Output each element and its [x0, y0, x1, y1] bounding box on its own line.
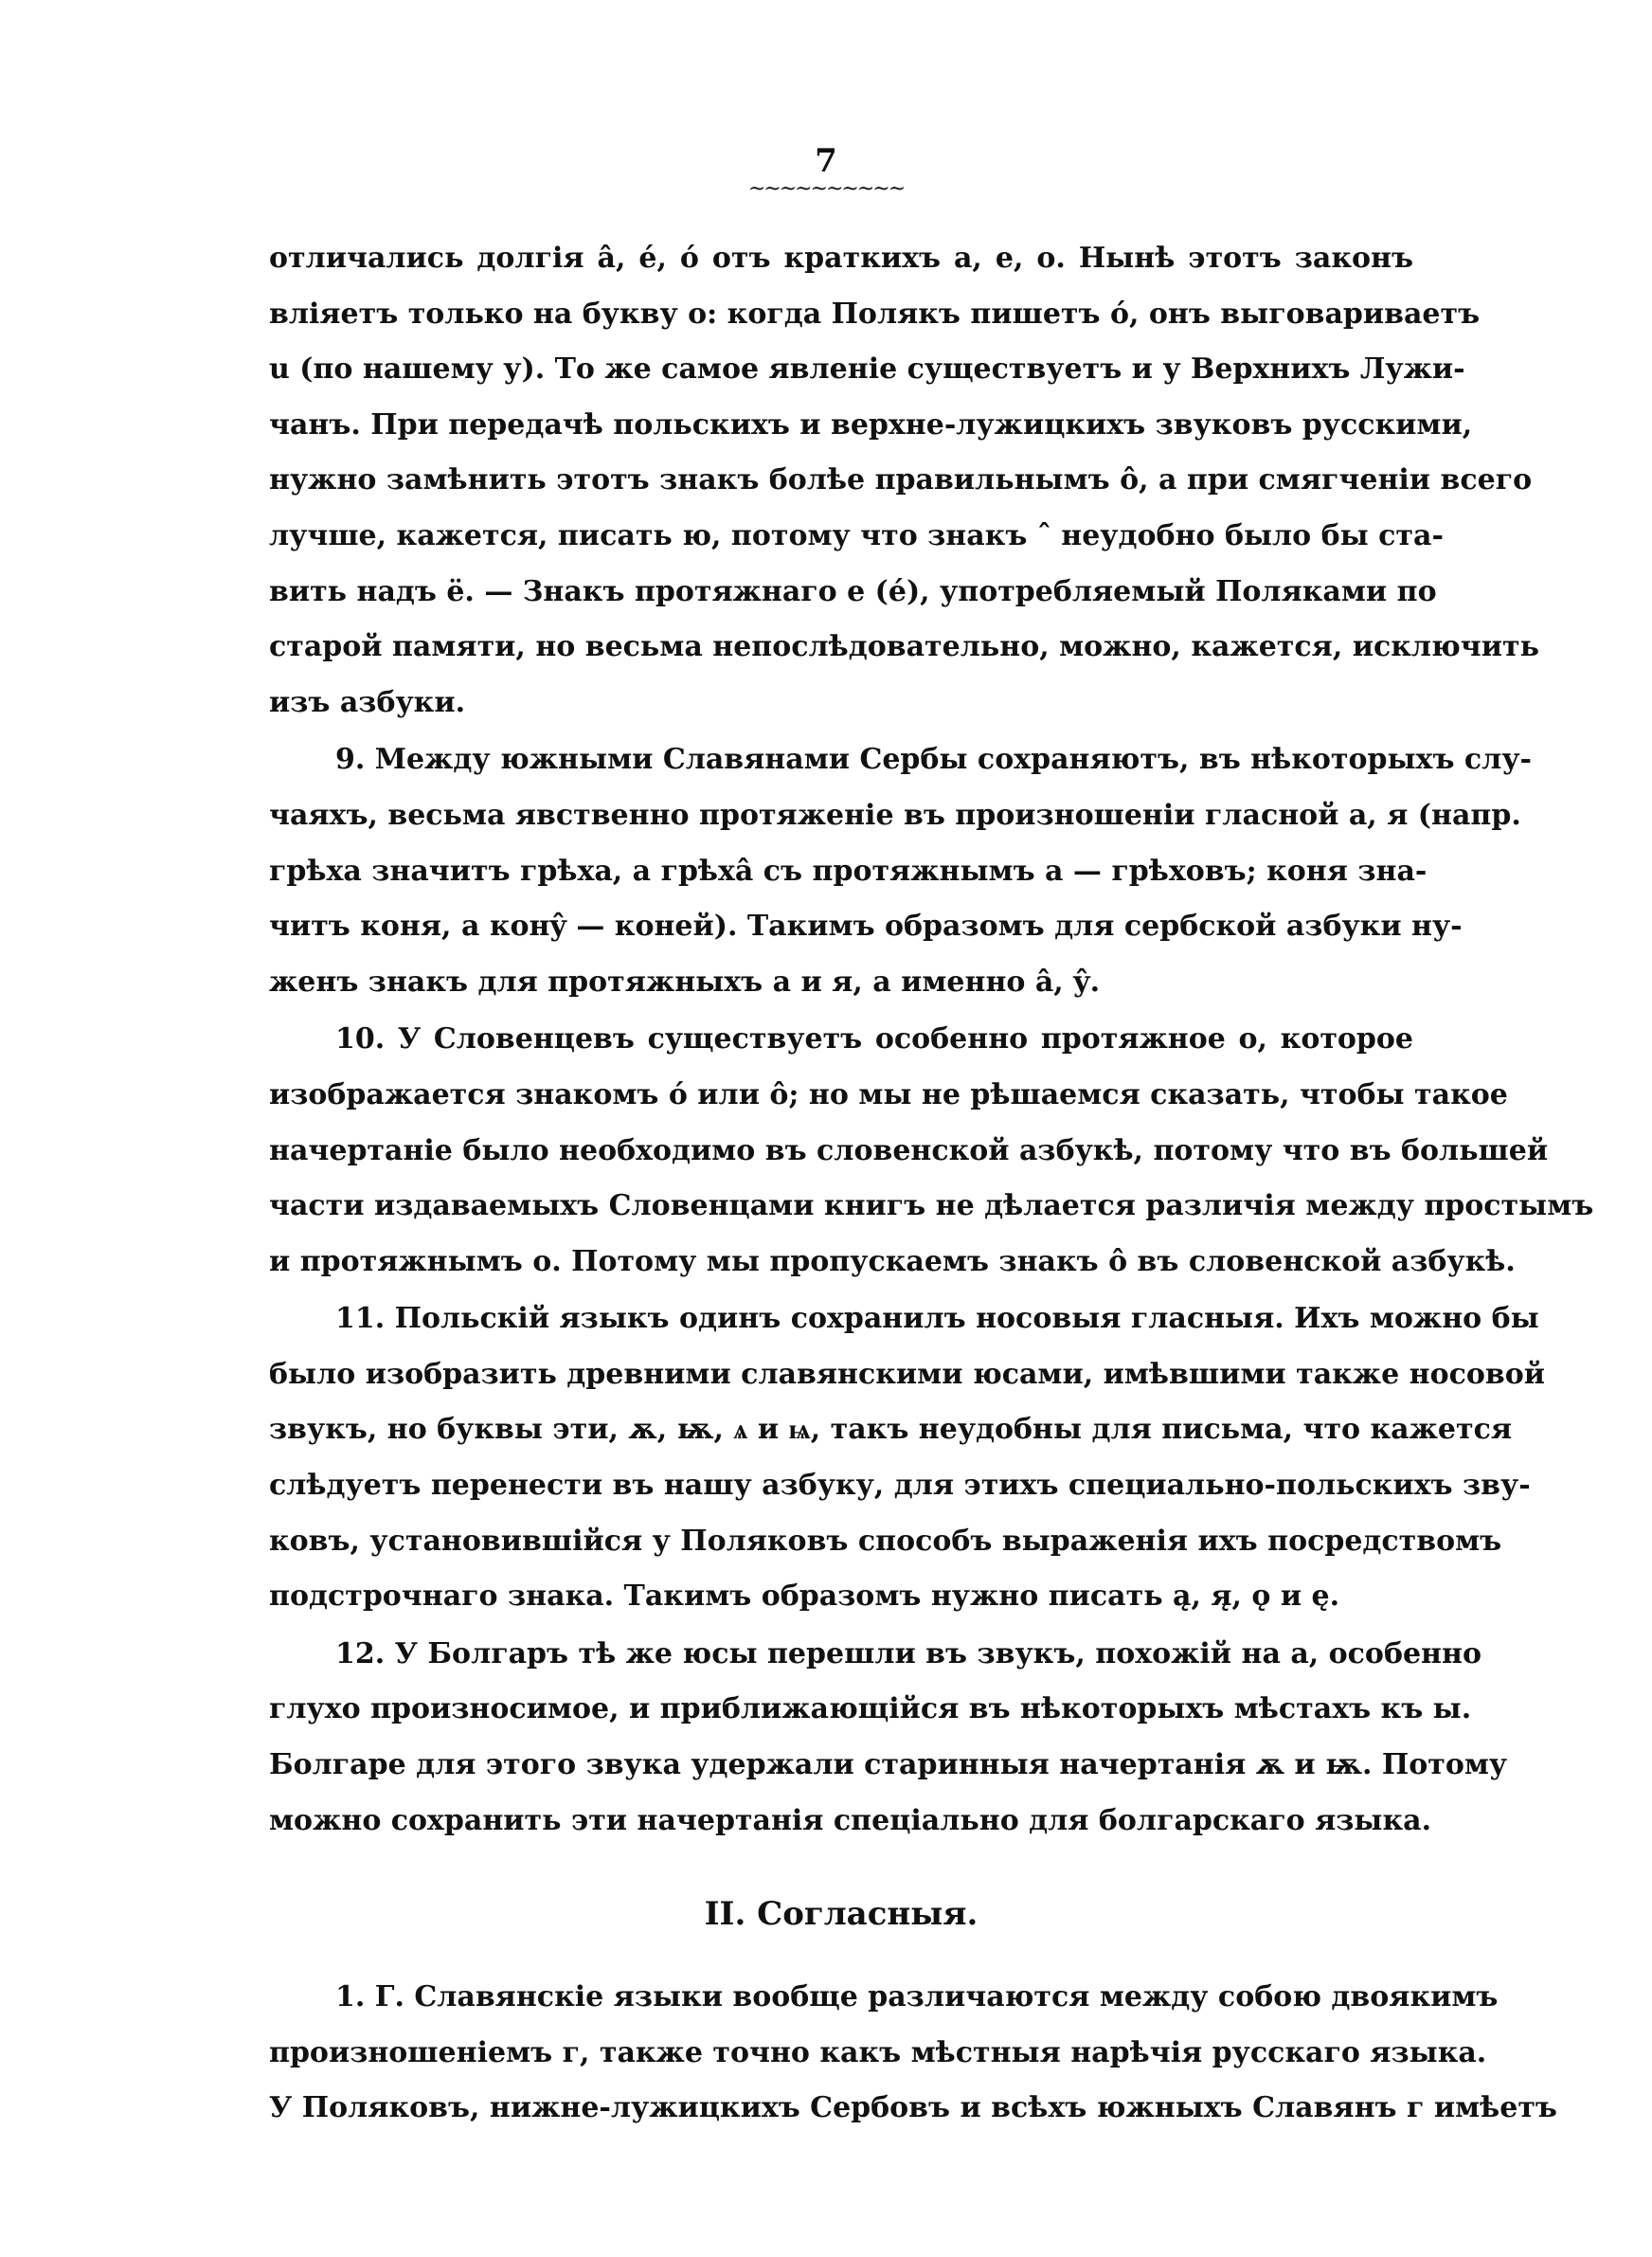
text-line: части издаваемыхъ Словенцами книгъ не дѣлается различія между простымъ — [269, 1189, 1594, 1223]
page-number: 7 — [815, 142, 837, 180]
text-line: старой памяти, но весьма непослѣдовательно, можно, кажется, исключить — [269, 630, 1539, 664]
header-ornament: ~~~~~~~~~~ — [747, 177, 905, 201]
text-line: ковъ, установившійся у Поляковъ способъ выраженія ихъ посредствомъ — [269, 1524, 1502, 1558]
text-line: грѣха значитъ грѣха, а грѣхâ съ протяжнымъ а — грѣховъ; коня зна- — [269, 854, 1428, 888]
text-line: чаяхъ, весьма явственно протяженіе въ произношеніи гласной а, я (напр. — [269, 798, 1521, 832]
paragraph-11-polish — [269, 1291, 1545, 1625]
text-line: изображается знакомъ ó или ô; но мы не рѣшаемся сказать, чтобы такое — [269, 1077, 1508, 1111]
paragraph-vowel-length — [269, 231, 1539, 731]
text-line: было изобразить древними славянскими юсами, имѣвшими также носовой — [269, 1357, 1545, 1391]
paragraph-10-slovenes — [269, 1012, 1594, 1290]
text-line: Болгаре для этого звука удержали старинныя начертанія ѫ и ѭ. Потому — [269, 1748, 1508, 1782]
text-line: У Поляковъ, нижне-лужицкихъ Сербовъ и всѣхъ южныхъ Славянъ г имѣетъ — [269, 2091, 1557, 2125]
text-line: подстрочнаго знака. Такимъ образомъ нужно писать ą, я̨, ǫ и ę. — [269, 1580, 1340, 1614]
text-line: женъ знакъ для протяжныхъ а и я, а именно â, ŷ. — [269, 965, 1101, 999]
paragraph-9-serbs — [269, 732, 1532, 1010]
text-line: u (по нашему у). То же самое явленіе существуетъ и у Верхнихъ Лужи- — [269, 352, 1465, 387]
text-line: произношеніемъ г, также точно какъ мѣстныя нарѣчія русскаго языка. — [269, 2035, 1487, 2069]
text-line: отличались долгія â, é, ó отъ краткихъ а, е, о. Нынѣ этотъ законъ — [269, 242, 1413, 275]
text-line: 9. Между южными Славянами Сербы сохраняютъ, въ нѣкоторыхъ слу- — [335, 743, 1532, 777]
body-text — [269, 231, 1594, 2137]
text-line: нужно замѣнить этотъ знакъ болѣе правильнымъ ô, а при смягченіи всего — [269, 463, 1533, 497]
text-line: чанъ. При передачѣ польскихъ и верхне-лужицкихъ звуковъ русскими, — [269, 407, 1473, 442]
section-heading: II. Согласныя. — [704, 1895, 979, 1934]
text-line: звукъ, но буквы эти, ѫ, ѭ, ѧ и ѩ, такъ неудобны для письма, что кажется — [269, 1413, 1513, 1447]
text-line: и протяжнымъ о. Потому мы пропускаемъ знакъ ô въ словенской азбукѣ. — [269, 1244, 1516, 1278]
text-line: изъ азбуки. — [269, 685, 466, 719]
text-line: 10. У Словенцевъ существуетъ особенно протяжное о, которое — [335, 1022, 1413, 1056]
paragraph-12-bulgarians — [269, 1627, 1508, 1849]
text-line: глухо произносимое, и приближающійся въ нѣкоторыхъ мѣстахъ къ ы. — [269, 1692, 1472, 1726]
text-line: начертаніе было необходимо въ словенской азбукѣ, потому что въ большей — [269, 1133, 1549, 1167]
text-line: вить надъ ё. — Знакъ протяжнаго е (é), употребляемый Поляками по — [269, 574, 1437, 608]
text-line: слѣдуетъ перенести въ нашу азбуку, для этихъ специально-польскихъ зву- — [269, 1469, 1531, 1503]
text-line: 11. Польскій языкъ одинъ сохранилъ носовыя гласныя. Ихъ можно бы — [335, 1302, 1539, 1336]
text-line: лучше, кажется, писать ю, потому что знакъ ˆ неудобно было бы ста- — [269, 518, 1444, 552]
text-line: читъ коня, а конŷ — коней). Такимъ образомъ для сербской азбуки ну- — [269, 910, 1463, 944]
text-line: 1. Г. Славянскіе языки вообще различаются между собою двоякимъ — [335, 1980, 1499, 2014]
text-line: вліяетъ только на букву о: когда Полякъ пишетъ ó, онъ выговариваетъ — [269, 297, 1481, 331]
paragraph-consonant-g — [269, 1970, 1557, 2137]
text-line: 12. У Болгаръ тѣ же юсы перешли въ звукъ, похожій на а, особенно — [335, 1636, 1481, 1670]
text-line: можно сохранить эти начертанія спеціально для болгарскаго языка. — [269, 1803, 1432, 1837]
